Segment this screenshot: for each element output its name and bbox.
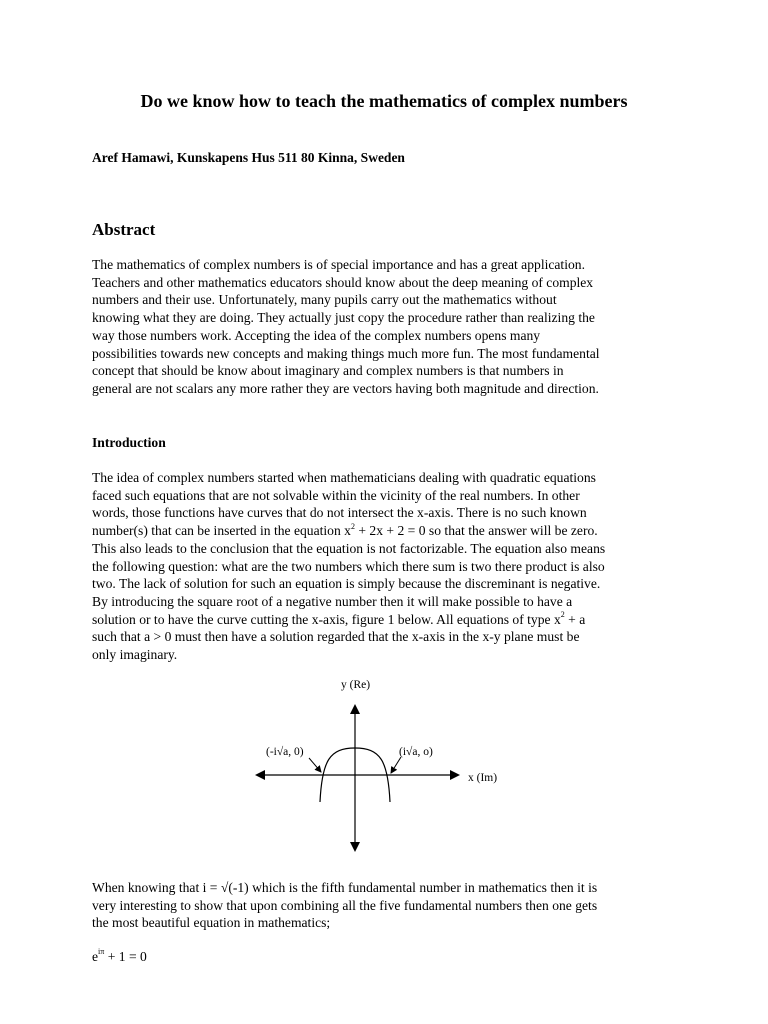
intro-text: number(s) that can be inserted in the equation x: [92, 523, 351, 539]
right-root-pointer: [391, 757, 401, 773]
abstract-line: The mathematics of complex numbers is of special importance and has a great application.: [92, 257, 585, 272]
x-axis-label: x (Im): [468, 772, 498, 784]
left-root-pointer: [309, 758, 321, 772]
intro-text: + 2x + 2 = 0 so that the answer will be zero.: [354, 523, 598, 539]
abstract-line: Teachers and other mathematics educators should know about the deep meaning of complex: [92, 274, 594, 290]
introduction-heading: Introduction: [92, 435, 166, 450]
abstract-line: way those numbers work. Accepting the idea of the complex numbers opens many: [92, 327, 541, 343]
intro-line: faced such equations that are not solvable within the vicinity of the real numbers. In other: [92, 487, 580, 503]
intro-line: The idea of complex numbers started when mathematicians dealing with quadratic equations: [92, 470, 596, 485]
abstract-heading: Abstract: [92, 220, 156, 239]
author-line: Aref Hamawi, Kunskapens Hus 511 80 Kinna, Sweden: [92, 150, 405, 165]
abstract-line: numbers and their use. Unfortunately, many pupils carry out the mathematics without: [92, 292, 557, 308]
closing-line: very interesting to show that upon combining all the five fundamental numbers then one gets: [92, 897, 598, 913]
equation-exponent: iπ: [98, 947, 105, 957]
intro-line: the following question: what are the two numbers which there sum is two there product is also: [92, 558, 605, 574]
intro-text: + a: [564, 611, 586, 627]
superscript: 2: [560, 610, 565, 620]
intro-line: words, those functions have curves that do not intersect the x-axis. There is no such known: [92, 505, 587, 521]
superscript: 2: [350, 521, 355, 531]
equation-rest: + 1 = 0: [104, 949, 147, 964]
right-root-label: (i√a, o): [399, 746, 433, 758]
closing-body: [92, 879, 682, 932]
euler-equation: [92, 949, 147, 965]
abstract-line: possibilities towards new concepts and making things much more fun. The most fundamental: [92, 345, 600, 361]
intro-line: such that a > 0 must then have a solution regarded that the x-axis in the x-y plane must be: [92, 629, 580, 645]
paper-title: Do we know how to teach the mathematics of complex numbers: [140, 91, 628, 111]
intro-line: only imaginary.: [92, 647, 178, 663]
intro-line: This also leads to the conclusion that the equation is not factorizable. The equation also means: [92, 540, 606, 556]
left-root-label: (-i√a, 0): [266, 746, 304, 758]
y-axis-label: y (Re): [341, 679, 371, 691]
equation-base: e: [92, 949, 99, 964]
intro-text: solution or to have the curve cutting the x-axis, figure 1 below. All equations of type x: [92, 611, 561, 627]
abstract-line: knowing what they are doing. They actually just copy the procedure rather than realizing the: [92, 310, 595, 326]
abstract-line: general are not scalars any more rather they are vectors having both magnitude and direction.: [92, 380, 599, 396]
intro-line: two. The lack of solution for such an equation is simply because the discreminant is negative.: [92, 576, 601, 592]
intro-line: By introducing the square root of a negative number then it will make possible to have a: [92, 593, 573, 609]
abstract-line: concept that should be know about imaginary and complex numbers is that numbers in: [92, 363, 564, 379]
closing-line: the most beautiful equation in mathematics;: [92, 915, 331, 931]
closing-line: When knowing that i = √(-1) which is the fifth fundamental number in mathematics then it is: [92, 880, 598, 895]
